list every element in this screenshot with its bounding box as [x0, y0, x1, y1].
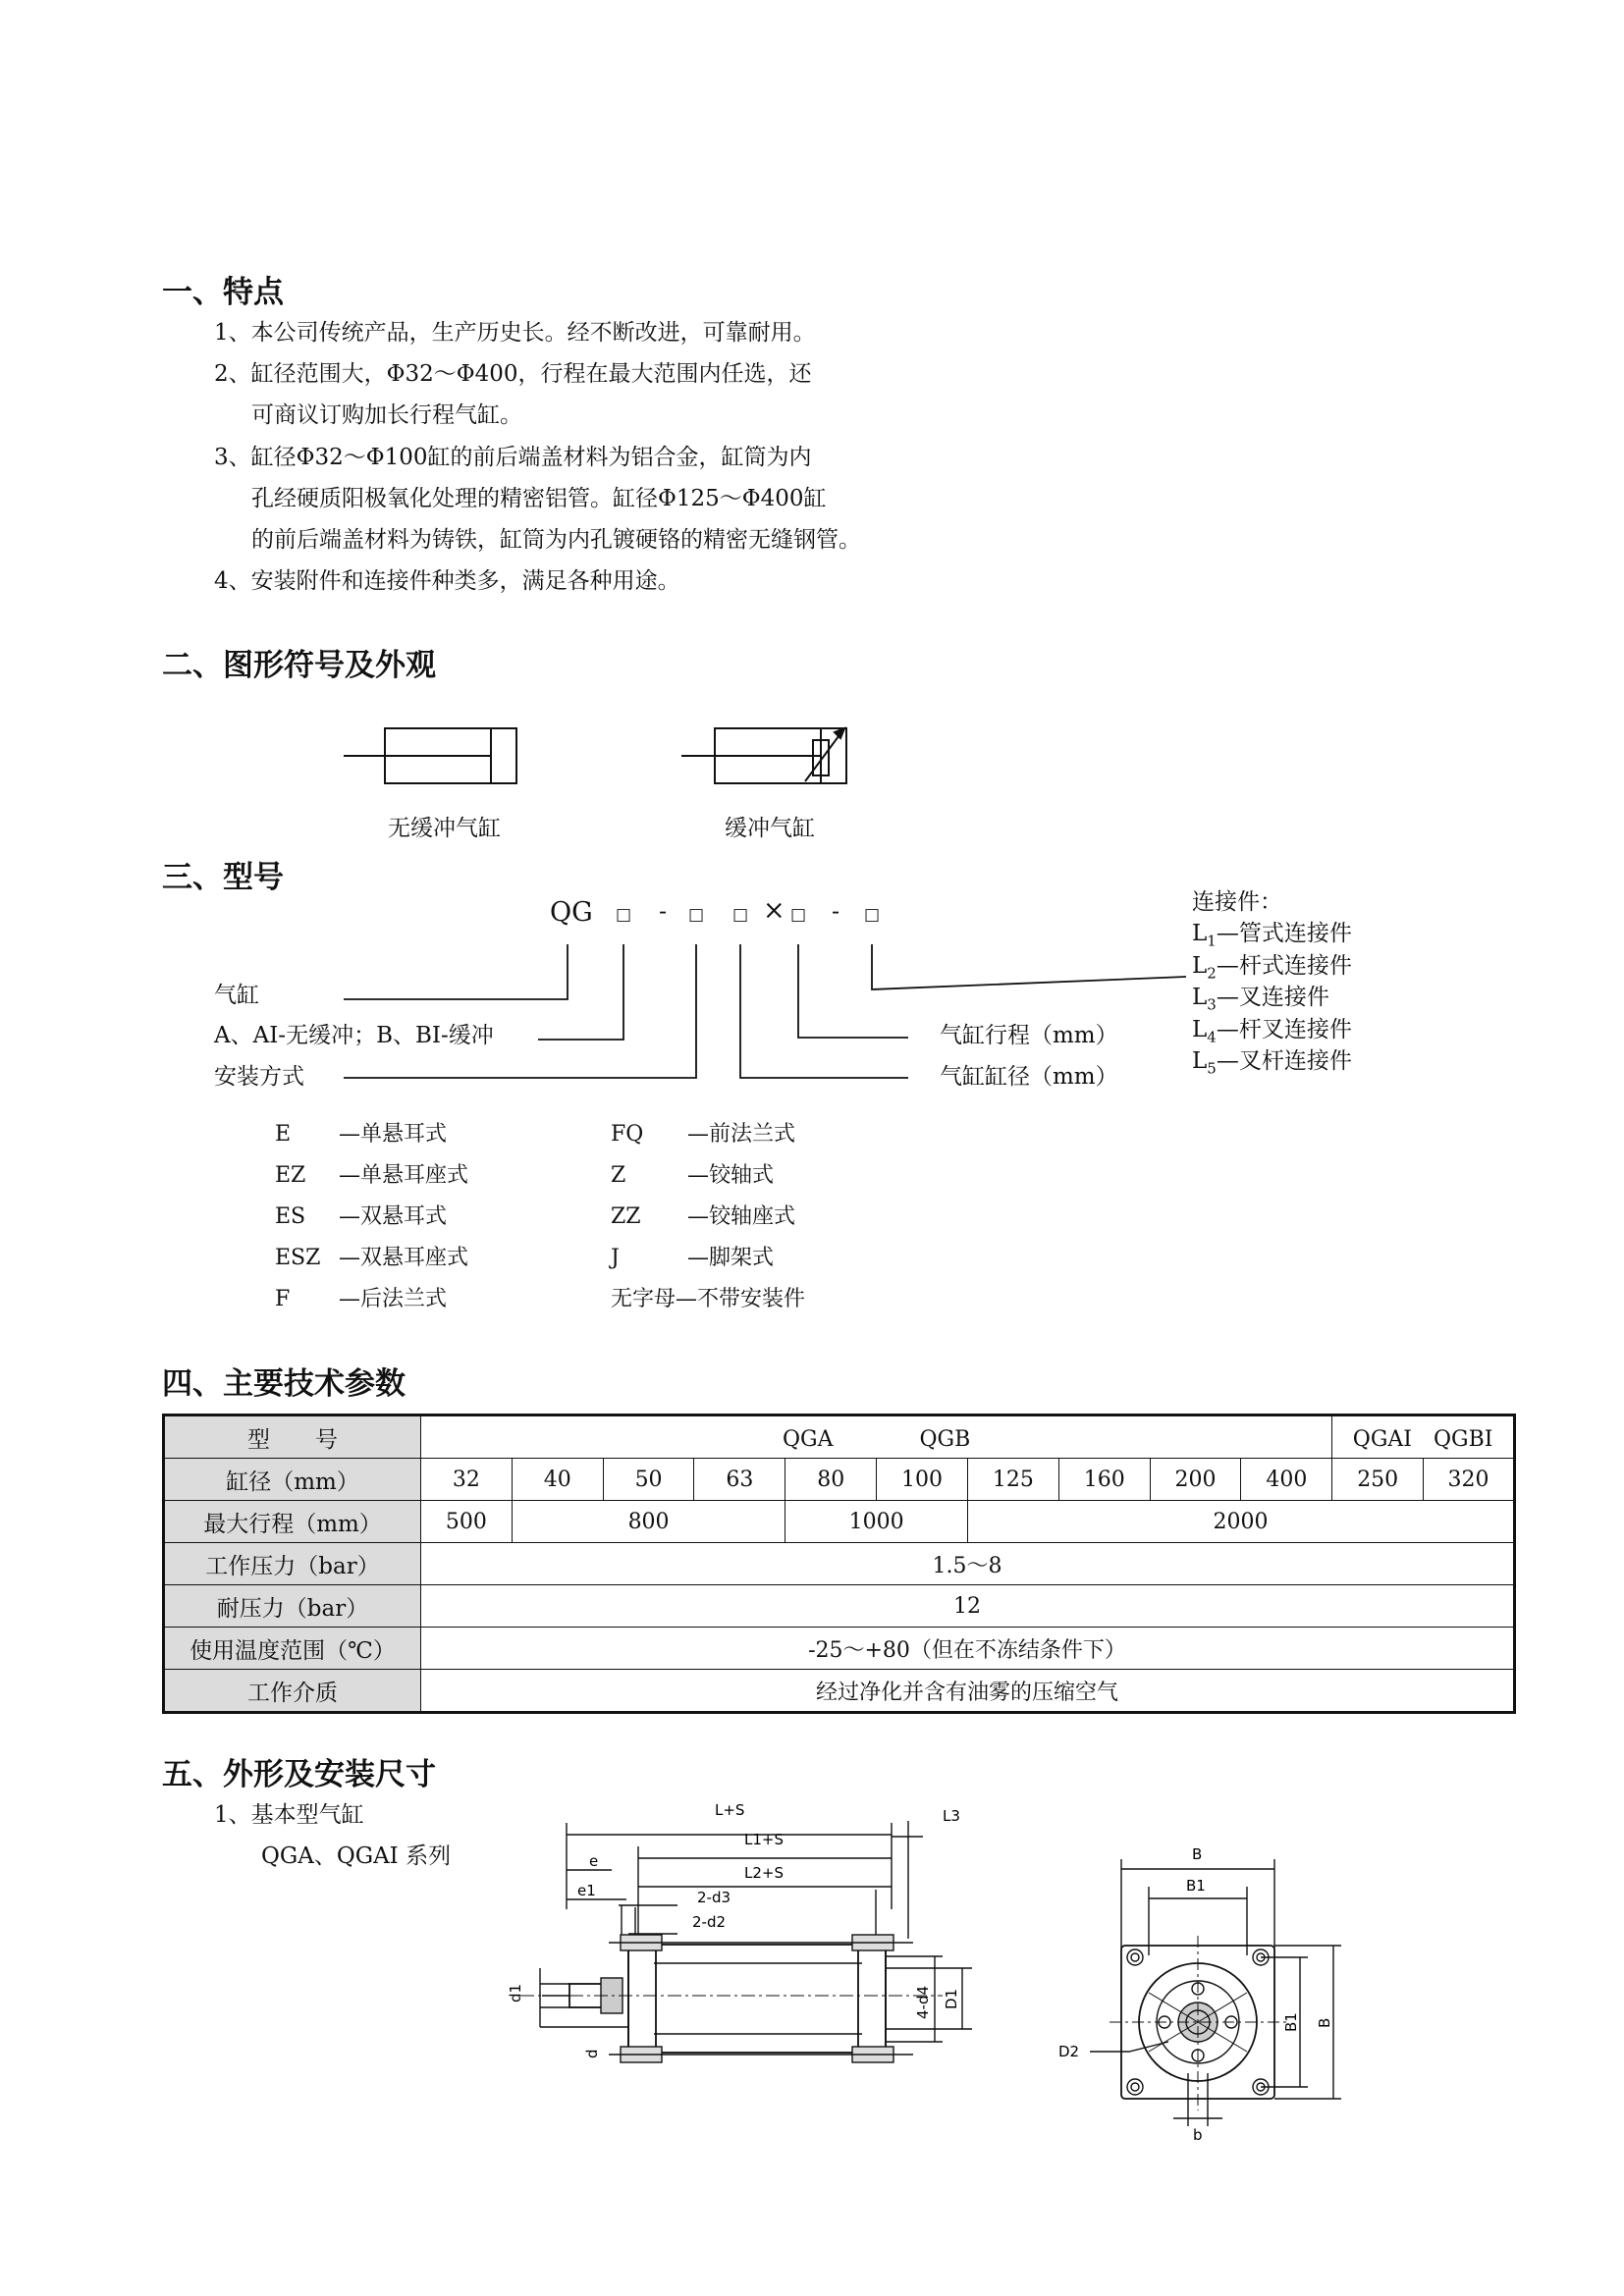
table-row-model — [164, 1415, 1515, 1459]
section-1-title: 一、特点 — [162, 275, 284, 310]
dim-l-s: L+S — [715, 1801, 745, 1819]
label-mount: 安装方式 — [214, 1064, 304, 1090]
mount-code-esz: ESZ — [275, 1246, 321, 1270]
dim-B-side: B — [1316, 2017, 1333, 2028]
dim-b: b — [1193, 2126, 1203, 2140]
bore-cell: 80 — [785, 1459, 877, 1501]
pressure-value: 1.5～8 — [421, 1543, 1515, 1585]
row-head-temp: 使用温度范围（℃） — [164, 1628, 421, 1670]
mount-code-j: J — [611, 1246, 620, 1270]
connector-3: $L_3—$叉连接件 — [1192, 985, 1329, 1014]
model-code-box-4: □ — [790, 905, 807, 925]
feature-line-3: 可商议订购加长行程气缸。 — [251, 402, 522, 428]
model-code-dash-2: - — [832, 897, 840, 925]
stroke-cell: 500 — [421, 1501, 513, 1543]
bore-cell: 50 — [603, 1459, 694, 1501]
label-bore: 气缸缸径（mm） — [940, 1064, 1118, 1090]
dim-2-d3: 2-d3 — [697, 1889, 731, 1906]
mount-desc-j: —脚架式 — [687, 1246, 775, 1270]
dim-B1-top: B1 — [1186, 1877, 1206, 1895]
table-row-stroke — [164, 1501, 1515, 1543]
label-cylinder: 气缸 — [214, 983, 259, 1008]
proof-value: 12 — [421, 1585, 1515, 1628]
medium-value: 经过净化并含有油雾的压缩空气 — [421, 1670, 1515, 1713]
dim-d: d — [583, 2049, 601, 2058]
mount-code-es: ES — [275, 1204, 306, 1229]
mount-desc-none: 无字母—不带安装件 — [611, 1287, 806, 1311]
connector-1: $L_1—$管式连接件 — [1192, 921, 1352, 950]
row-head-pressure: 工作压力（bar） — [164, 1543, 421, 1585]
connector-title: 连接件： — [1192, 889, 1282, 915]
cylinder-end-view-drawing — [1051, 1845, 1365, 2140]
model-code-box-3: □ — [732, 905, 749, 925]
connector-5: $L_5—$叉杆连接件 — [1192, 1048, 1352, 1078]
row-head-proof: 耐压力（bar） — [164, 1585, 421, 1628]
mount-code-zz: ZZ — [611, 1204, 641, 1229]
bore-cell: 125 — [967, 1459, 1058, 1501]
model-main: QGA QGB — [421, 1415, 1332, 1459]
dim-d1: d1 — [507, 1983, 524, 2002]
model-code-box-1: □ — [616, 905, 632, 925]
table-row-bore — [164, 1459, 1515, 1501]
bore-cell: 200 — [1150, 1459, 1241, 1501]
row-head-stroke: 最大行程（mm） — [164, 1501, 421, 1543]
stroke-cell: 2000 — [967, 1501, 1514, 1543]
table-row-medium — [164, 1670, 1515, 1713]
connector-4: $L_4—$杆叉连接件 — [1192, 1017, 1352, 1046]
temp-value: -25～+80（但在不冻结条件下） — [421, 1628, 1515, 1670]
table-row-temp — [164, 1628, 1515, 1670]
section-5-title: 五、外形及安装尺寸 — [162, 1757, 436, 1792]
subsection-series: QGA、QGAI 系列 — [261, 1843, 452, 1869]
subsection-basic: 1、基本型气缸 — [214, 1802, 364, 1828]
mount-desc-ez: —单悬耳座式 — [339, 1163, 469, 1188]
dim-4-d4: 4-d4 — [914, 1985, 932, 2019]
cylinder-side-view-drawing — [481, 1791, 1011, 2115]
bore-cell: 400 — [1241, 1459, 1332, 1501]
dim-D2: D2 — [1058, 2043, 1080, 2060]
feature-line-2: 2、缸径范围大，Φ32～Φ400，行程在最大范围内任选，还 — [214, 361, 812, 387]
model-code-dash-1: - — [659, 897, 668, 925]
table-row-pressure — [164, 1543, 1515, 1585]
feature-line-1: 1、本公司传统产品，生产历史长。经不断改进，可靠耐用。 — [214, 320, 816, 346]
mount-desc-zz: —铰轴座式 — [687, 1204, 796, 1229]
dim-B-top: B — [1192, 1845, 1203, 1863]
mount-desc-f: —后法兰式 — [339, 1287, 448, 1311]
connector-2: $L_2—$杆式连接件 — [1192, 953, 1352, 983]
feature-line-7: 4、安装附件和连接件种类多，满足各种用途。 — [214, 568, 680, 594]
stroke-cell: 800 — [512, 1501, 785, 1543]
row-head-medium: 工作介质 — [164, 1670, 421, 1713]
label-type: A、AI-无缓冲；B、BI-缓冲 — [214, 1023, 494, 1048]
bore-cell: 100 — [877, 1459, 968, 1501]
bore-cell: 63 — [694, 1459, 785, 1501]
mount-code-f: F — [275, 1287, 291, 1311]
section-4-title: 四、主要技术参数 — [162, 1366, 406, 1402]
mount-desc-fq: —前法兰式 — [687, 1122, 796, 1147]
bore-cell: 160 — [1058, 1459, 1150, 1501]
dim-e1: e1 — [577, 1882, 596, 1899]
dim-l3: L3 — [943, 1807, 960, 1825]
mount-code-ez: EZ — [275, 1163, 306, 1188]
mount-desc-es: —双悬耳式 — [339, 1204, 448, 1229]
model-code-times: × — [763, 895, 785, 926]
bore-cell: 32 — [421, 1459, 513, 1501]
mount-desc-e: —单悬耳式 — [339, 1122, 448, 1147]
row-head-bore: 缸径（mm） — [164, 1459, 421, 1501]
bore-cell: 40 — [512, 1459, 603, 1501]
spec-table — [162, 1414, 1516, 1714]
dim-l2-s: L2+S — [744, 1864, 784, 1882]
model-code-box-2: □ — [688, 905, 705, 925]
label-stroke: 气缸行程（mm） — [940, 1023, 1118, 1048]
row-head-model: 型 号 — [164, 1415, 421, 1459]
table-row-proof — [164, 1585, 1515, 1628]
mount-code-z: Z — [611, 1163, 626, 1188]
feature-line-6: 的前后端盖材料为铸铁，缸筒为内孔镀硬铬的精密无缝钢管。 — [251, 527, 861, 553]
symbol-no-cushion-label: 无缓冲气缸 — [388, 816, 501, 841]
mount-code-fq: FQ — [611, 1122, 644, 1147]
feature-line-5: 孔经硬质阳极氧化处理的精密铝管。缸径Φ125～Φ400缸 — [251, 486, 827, 511]
model-code-prefix: QG — [550, 897, 593, 928]
bore-cell: 250 — [1332, 1459, 1424, 1501]
mount-desc-esz: —双悬耳座式 — [339, 1246, 469, 1270]
bore-cell: 320 — [1424, 1459, 1515, 1501]
symbol-cushion-label: 缓冲气缸 — [725, 816, 815, 841]
mount-desc-z: —铰轴式 — [687, 1163, 775, 1188]
section-3-title: 三、型号 — [162, 860, 284, 895]
dim-2-d2: 2-d2 — [692, 1913, 727, 1931]
section-2-title: 二、图形符号及外观 — [162, 648, 436, 683]
dim-D1: D1 — [943, 1988, 960, 2009]
feature-line-4: 3、缸径Φ32～Φ100缸的前后端盖材料为铝合金，缸筒为内 — [214, 445, 812, 470]
dim-B1-side: B1 — [1282, 2012, 1300, 2032]
model-code-box-5: □ — [864, 905, 881, 925]
model-alt: QGAI QGBI — [1332, 1415, 1515, 1459]
mount-code-e: E — [275, 1122, 292, 1147]
stroke-cell: 1000 — [785, 1501, 968, 1543]
model-code-leader-lines — [0, 0, 1624, 1099]
dim-e: e — [589, 1852, 599, 1870]
dim-l1-s: L1+S — [744, 1831, 784, 1848]
